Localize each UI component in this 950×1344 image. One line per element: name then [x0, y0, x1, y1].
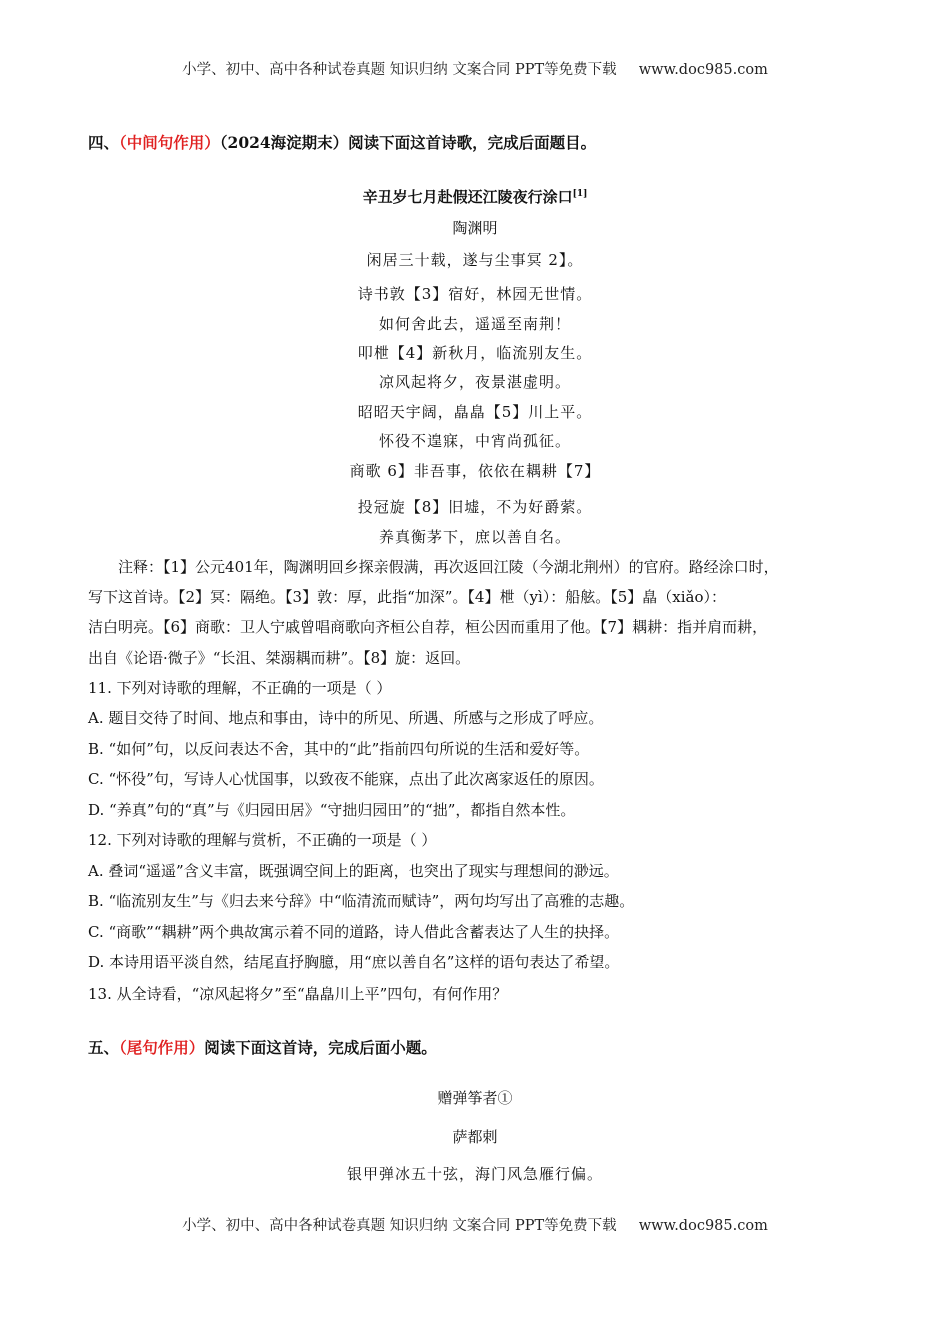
poem-line: 养真衡茅下，庶以善自名。 — [378, 528, 571, 546]
poem-line: 如何舍此去，遥遥至南荆！ — [378, 315, 571, 333]
section-5-tag: （尾句作用） — [119, 1038, 205, 1057]
header-text: 小学、初中、高中各种试卷真题 知识归纳 文案合同 PPT等免费下载 — [182, 62, 617, 78]
question-11-option-c: C. “怀役”句，写诗人心忧国事，以致夜不能寐，点出了此次离家返任的原因。 — [88, 770, 604, 788]
question-11-option-b: B. “如何”句，以反问表达不舍，其中的“此”指前四句所说的生活和爱好等。 — [88, 740, 590, 758]
footer-text: 小学、初中、高中各种试卷真题 知识归纳 文案合同 PPT等免费下载 — [182, 1218, 617, 1234]
poem-2-title: 赠弹筝者① — [437, 1089, 513, 1107]
poem-line: 诗书敦【3】宿好，林园无世情。 — [357, 285, 593, 303]
poem-line: 凉风起将夕，夜景湛虚明。 — [378, 373, 571, 391]
section-4-number: 四、 — [88, 133, 120, 152]
question-12-option-c: C. “商歌”“耦耕”两个典故寓示着不同的道路，诗人借此含蓄表达了人生的抉择。 — [88, 923, 620, 941]
poem-line: 商歌 6】非吾事，依依在耦耕【7】 — [349, 462, 601, 480]
question-11-stem: 11. 下列对诗歌的理解，不正确的一项是（ ） — [88, 679, 392, 697]
header-url[interactable]: www.doc985.com — [638, 62, 768, 78]
question-12-stem: 12. 下列对诗歌的理解与赏析，不正确的一项是（ ） — [88, 831, 437, 849]
poem-line: 投冠旋【8】旧墟，不为好爵萦。 — [357, 498, 593, 516]
notes-line: 出自《论语·微子》“长沮、桀溺耦而耕”。【8】旋：返回。 — [88, 649, 471, 667]
notes-line: 洁白明亮。【6】商歌：卫人宁戚曾唱商歌向齐桓公自荐，桓公因而重用了他。【7】耦耕：指并肩而耕， — [88, 618, 768, 636]
section-4-tag: （中间句作用） — [119, 133, 220, 152]
poem-author: 陶渊明 — [452, 219, 498, 237]
section-5-instruction: 阅读下面这首诗，完成后面小题。 — [204, 1038, 437, 1057]
notes-line: 注释：【1】公元401年，陶渊明回乡探亲假满，再次返回江陵（今湖北荆州）的官府。路经涂口时， — [118, 558, 779, 576]
page-footer — [0, 1214, 950, 1235]
poem-line: 闲居三十载，遂与尘事冥 2】。 — [366, 251, 584, 269]
poem-line: 昭昭天宇阔，皛皛【5】川上平。 — [357, 403, 593, 421]
question-11-option-a: A. 题目交待了时间、地点和事由，诗中的所见、所遇、所感与之形成了呼应。 — [88, 709, 604, 727]
poem-title-note: [1] — [572, 189, 588, 199]
question-13-stem: 13. 从全诗看，“凉风起将夕”至“皛皛川上平”四句，有何作用？ — [88, 985, 508, 1003]
poem-title: 辛丑岁七月赴假还江陵夜行涂口[1] — [362, 188, 588, 206]
section-5-heading — [88, 1036, 437, 1058]
notes-line: 写下这首诗。【2】冥：隔绝。【3】敦：厚，此指“加深”。【4】枻（yì）：船舷。【5】皛（xiǎo）： — [88, 588, 727, 606]
poem-2-line: 银甲弹冰五十弦，海门风急雁行偏。 — [346, 1165, 603, 1183]
section-4-heading — [88, 131, 596, 153]
poem-line: 叩枻【4】新秋月，临流别友生。 — [357, 344, 593, 362]
section-5-number: 五、 — [88, 1038, 120, 1057]
question-12-option-b: B. “临流别友生”与《归去来兮辞》中“临清流而赋诗”，两句均写出了高雅的志趣。 — [88, 892, 635, 910]
section-4-instruction: （2024海淀期末）阅读下面这首诗歌，完成后面题目。 — [219, 133, 597, 152]
footer-url[interactable]: www.doc985.com — [638, 1218, 768, 1234]
page-header — [0, 58, 950, 79]
poem-line: 怀役不遑寐，中宵尚孤征。 — [378, 432, 571, 450]
question-11-option-d: D. “养真”句的“真”与《归园田居》“守拙归园田”的“拙”，都指自然本性。 — [88, 801, 576, 819]
question-12-option-a: A. 叠词“遥遥”含义丰富，既强调空间上的距离，也突出了现实与理想间的渺远。 — [88, 862, 619, 880]
poem-2-author: 萨都剌 — [452, 1128, 498, 1146]
question-12-option-d: D. 本诗用语平淡自然，结尾直抒胸臆，用“庶以善自名”这样的语句表达了希望。 — [88, 953, 620, 971]
